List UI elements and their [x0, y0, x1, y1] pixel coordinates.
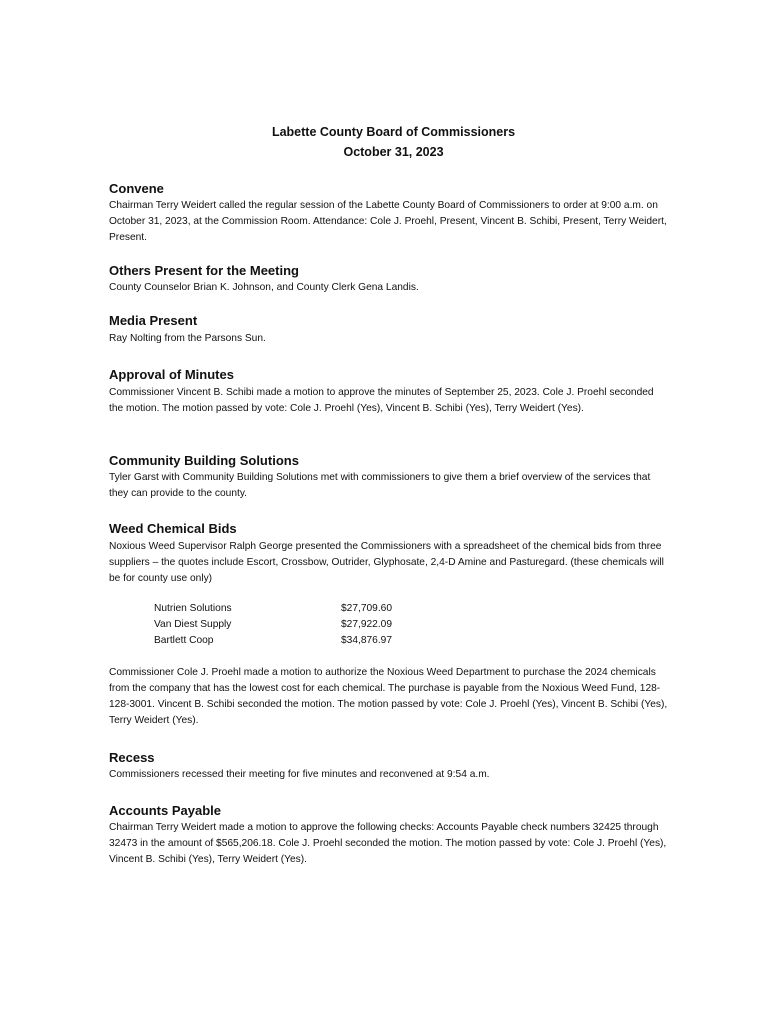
section-heading-community-building: Community Building Solutions — [109, 453, 299, 468]
bid-vendor: Van Diest Supply — [154, 619, 232, 630]
approval-minutes-text: Commissioner Vincent B. Schibi made a motion to approve the minutes of September 25, 2023. Cole J. Proehl seconded the motion. The motion passed by vote: Cole J. Proehl (Yes), Vincent B. Schibi (Yes), Terry Weidert (Yes). — [109, 387, 654, 414]
weed-chemical-bids-text: Noxious Weed Supervisor Ralph George presented the Commissioners with a spreadsheet of the chemical bids from three suppliers – the quotes include Escort, Crossbow, Outrider, Glyphosate, 2,4-D Amine and Pasturegard. (these chemicals will be for county use only) — [109, 541, 664, 584]
bid-row — [154, 633, 392, 649]
bid-vendor: Bartlett Coop — [154, 635, 214, 646]
media-present-text: Ray Nolting from the Parsons Sun. — [109, 333, 266, 344]
section-heading-media-present: Media Present — [109, 313, 198, 328]
recess-text: Commissioners recessed their meeting for five minutes and reconvened at 9:54 a.m. — [109, 769, 490, 780]
section-heading-weed-chemical-bids: Weed Chemical Bids — [109, 521, 237, 536]
bid-row — [154, 617, 392, 633]
bid-amount: $27,922.09 — [341, 619, 392, 630]
section-heading-approval-minutes: Approval of Minutes — [109, 367, 234, 382]
section-heading-others-present: Others Present for the Meeting — [109, 263, 299, 278]
accounts-payable-text: Chairman Terry Weidert made a motion to approve the following checks: Accounts Payable check numbers 32425 through 32473 in the amount of $565,206.18. Cole J. Proehl seconded the motion. The motion passed by vote: Cole J. Proehl (Yes), Vincent B. Schibi (Yes), Terry Weidert (Yes). — [109, 822, 667, 865]
document-title: Labette County Board of Commissioners — [271, 125, 516, 139]
bid-row — [154, 601, 392, 617]
bid-table — [154, 601, 392, 649]
bid-amount: $27,709.60 — [341, 603, 392, 614]
convene-text: Chairman Terry Weidert called the regular session of the Labette County Board of Commissioners to order at 9:00 a.m. on October 31, 2023, at the Commission Room. Attendance: Cole J. Proehl, Present, Vincent B. Schibi, Present, Terry Weidert, Present. — [109, 200, 667, 243]
document-date: October 31, 2023 — [343, 145, 444, 159]
section-heading-accounts-payable: Accounts Payable — [109, 803, 221, 818]
section-heading-recess: Recess — [109, 750, 155, 765]
bid-vendor: Nutrien Solutions — [154, 603, 232, 614]
others-present-text: County Counselor Brian K. Johnson, and County Clerk Gena Landis. — [109, 282, 419, 293]
bid-amount: $34,876.97 — [341, 635, 392, 646]
weed-motion-text: Commissioner Cole J. Proehl made a motion to authorize the Noxious Weed Department to purchase the 2024 chemicals from the company that has the lowest cost for each chemical. The purchase is payable from the Noxious Weed Fund, 128-128-3001. Vincent B. Schibi seconded the motion. The motion passed by vote: Cole J. Proehl (Yes), Vincent B. Schibi (Yes), Terry Weidert (Yes). — [109, 667, 668, 726]
section-heading-convene: Convene — [109, 181, 164, 196]
community-building-text: Tyler Garst with Community Building Solutions met with commissioners to give them a brief overview of the services that they can provide to the county. — [109, 472, 651, 499]
